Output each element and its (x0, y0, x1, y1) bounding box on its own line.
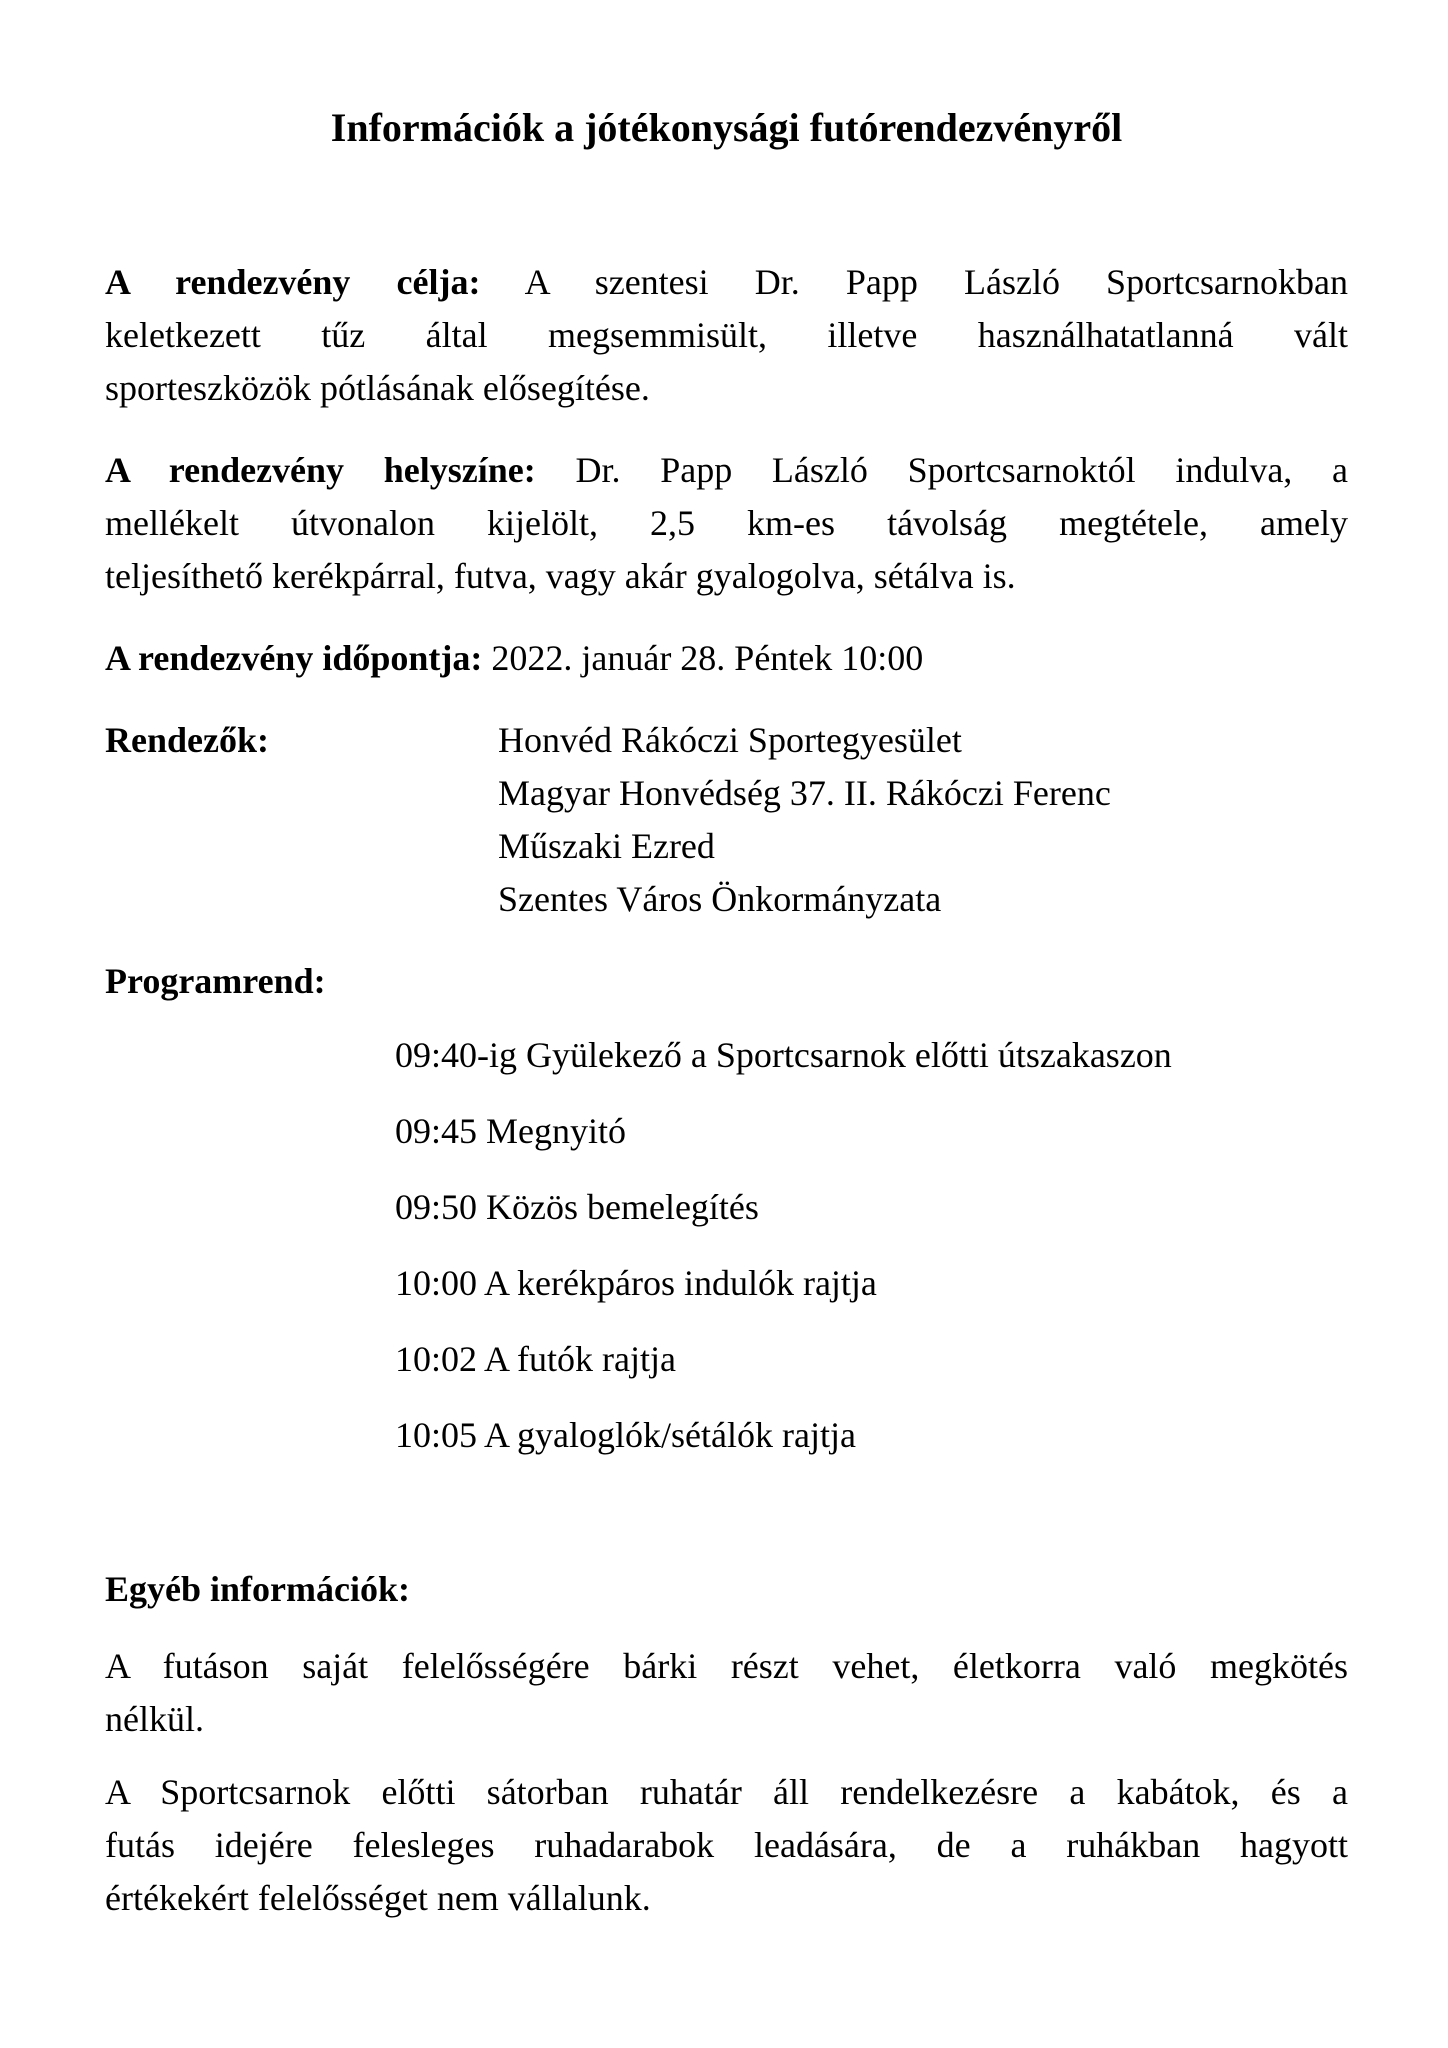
paragraph-text: Dr. Papp László Sportcsarnoktól indulva, a (575, 450, 1348, 490)
paragraph-line: A Sportcsarnok előtti sátorban ruhatár áll rendelkezésre a kabátok, és a (105, 1772, 1348, 1812)
program-item: 09:40-ig Gyülekező a Sportcsarnok előtti útszakaszon (395, 1035, 1172, 1075)
program-item: 09:50 Közös bemelegítés (395, 1187, 759, 1227)
document-title: Információk a jótékonysági futórendezvényről (330, 105, 1123, 150)
program-heading: Programrend: (105, 961, 326, 1001)
paragraph-line (105, 444, 1348, 497)
paragraph-line: mellékelt útvonalon kijelölt, 2,5 km-es távolság megtétele, amely (105, 503, 1348, 543)
paragraph-line: nélkül. (105, 1699, 204, 1739)
paragraph-lead: A rendezvény célja: (105, 262, 481, 302)
paragraph-text: A szentesi Dr. Papp László Sportcsarnokban (524, 262, 1348, 302)
program-item: 10:00 A kerékpáros indulók rajtja (395, 1263, 877, 1303)
paragraph-lead: A rendezvény helyszíne: (105, 450, 536, 490)
paragraph-line: keletkezett tűz által megsemmisült, illetve használhatatlanná vált (105, 315, 1348, 355)
program-item: 09:45 Megnyitó (395, 1111, 626, 1151)
paragraph-line: értékekért felelősséget nem vállalunk. (105, 1878, 651, 1918)
organizer-line: Műszaki Ezred (498, 826, 715, 866)
paragraph-line: teljesíthető kerékpárral, futva, vagy akár gyalogolva, sétálva is. (105, 556, 1016, 596)
paragraph-lead: A rendezvény időpontja: (105, 638, 483, 678)
paragraph-line (105, 632, 1348, 685)
paragraph-line: futás idejére felesleges ruhadarabok leadására, de a ruhákban hagyott (105, 1825, 1348, 1865)
other-info-paragraph (105, 1640, 1348, 1746)
program-list (105, 1029, 1348, 1462)
other-info-heading: Egyéb információk: (105, 1569, 410, 1609)
organizers-row (105, 714, 1348, 926)
paragraph (105, 632, 1348, 685)
paragraph (105, 444, 1348, 603)
paragraph-line: A futáson saját felelősségére bárki részt vehet, életkorra való megkötés (105, 1646, 1348, 1686)
paragraph-line (105, 256, 1348, 309)
program-item: 10:02 A futók rajtja (395, 1339, 676, 1379)
organizers-list (498, 714, 1111, 926)
paragraph (105, 256, 1348, 415)
other-info-paragraphs (105, 1640, 1348, 1925)
paragraph-line: sporteszközök pótlásának elősegítése. (105, 368, 650, 408)
paragraph-text: 2022. január 28. Péntek 10:00 (491, 638, 924, 678)
organizer-line: Szentes Város Önkormányzata (498, 879, 942, 919)
organizer-line: Honvéd Rákóczi Sportegyesület (498, 720, 962, 760)
intro-paragraphs (105, 256, 1348, 685)
program-item: 10:05 A gyaloglók/sétálók rajtja (395, 1415, 856, 1455)
other-info-paragraph (105, 1766, 1348, 1925)
organizers-label: Rendezők: (105, 720, 269, 760)
organizer-line: Magyar Honvédség 37. II. Rákóczi Ferenc (498, 773, 1111, 813)
